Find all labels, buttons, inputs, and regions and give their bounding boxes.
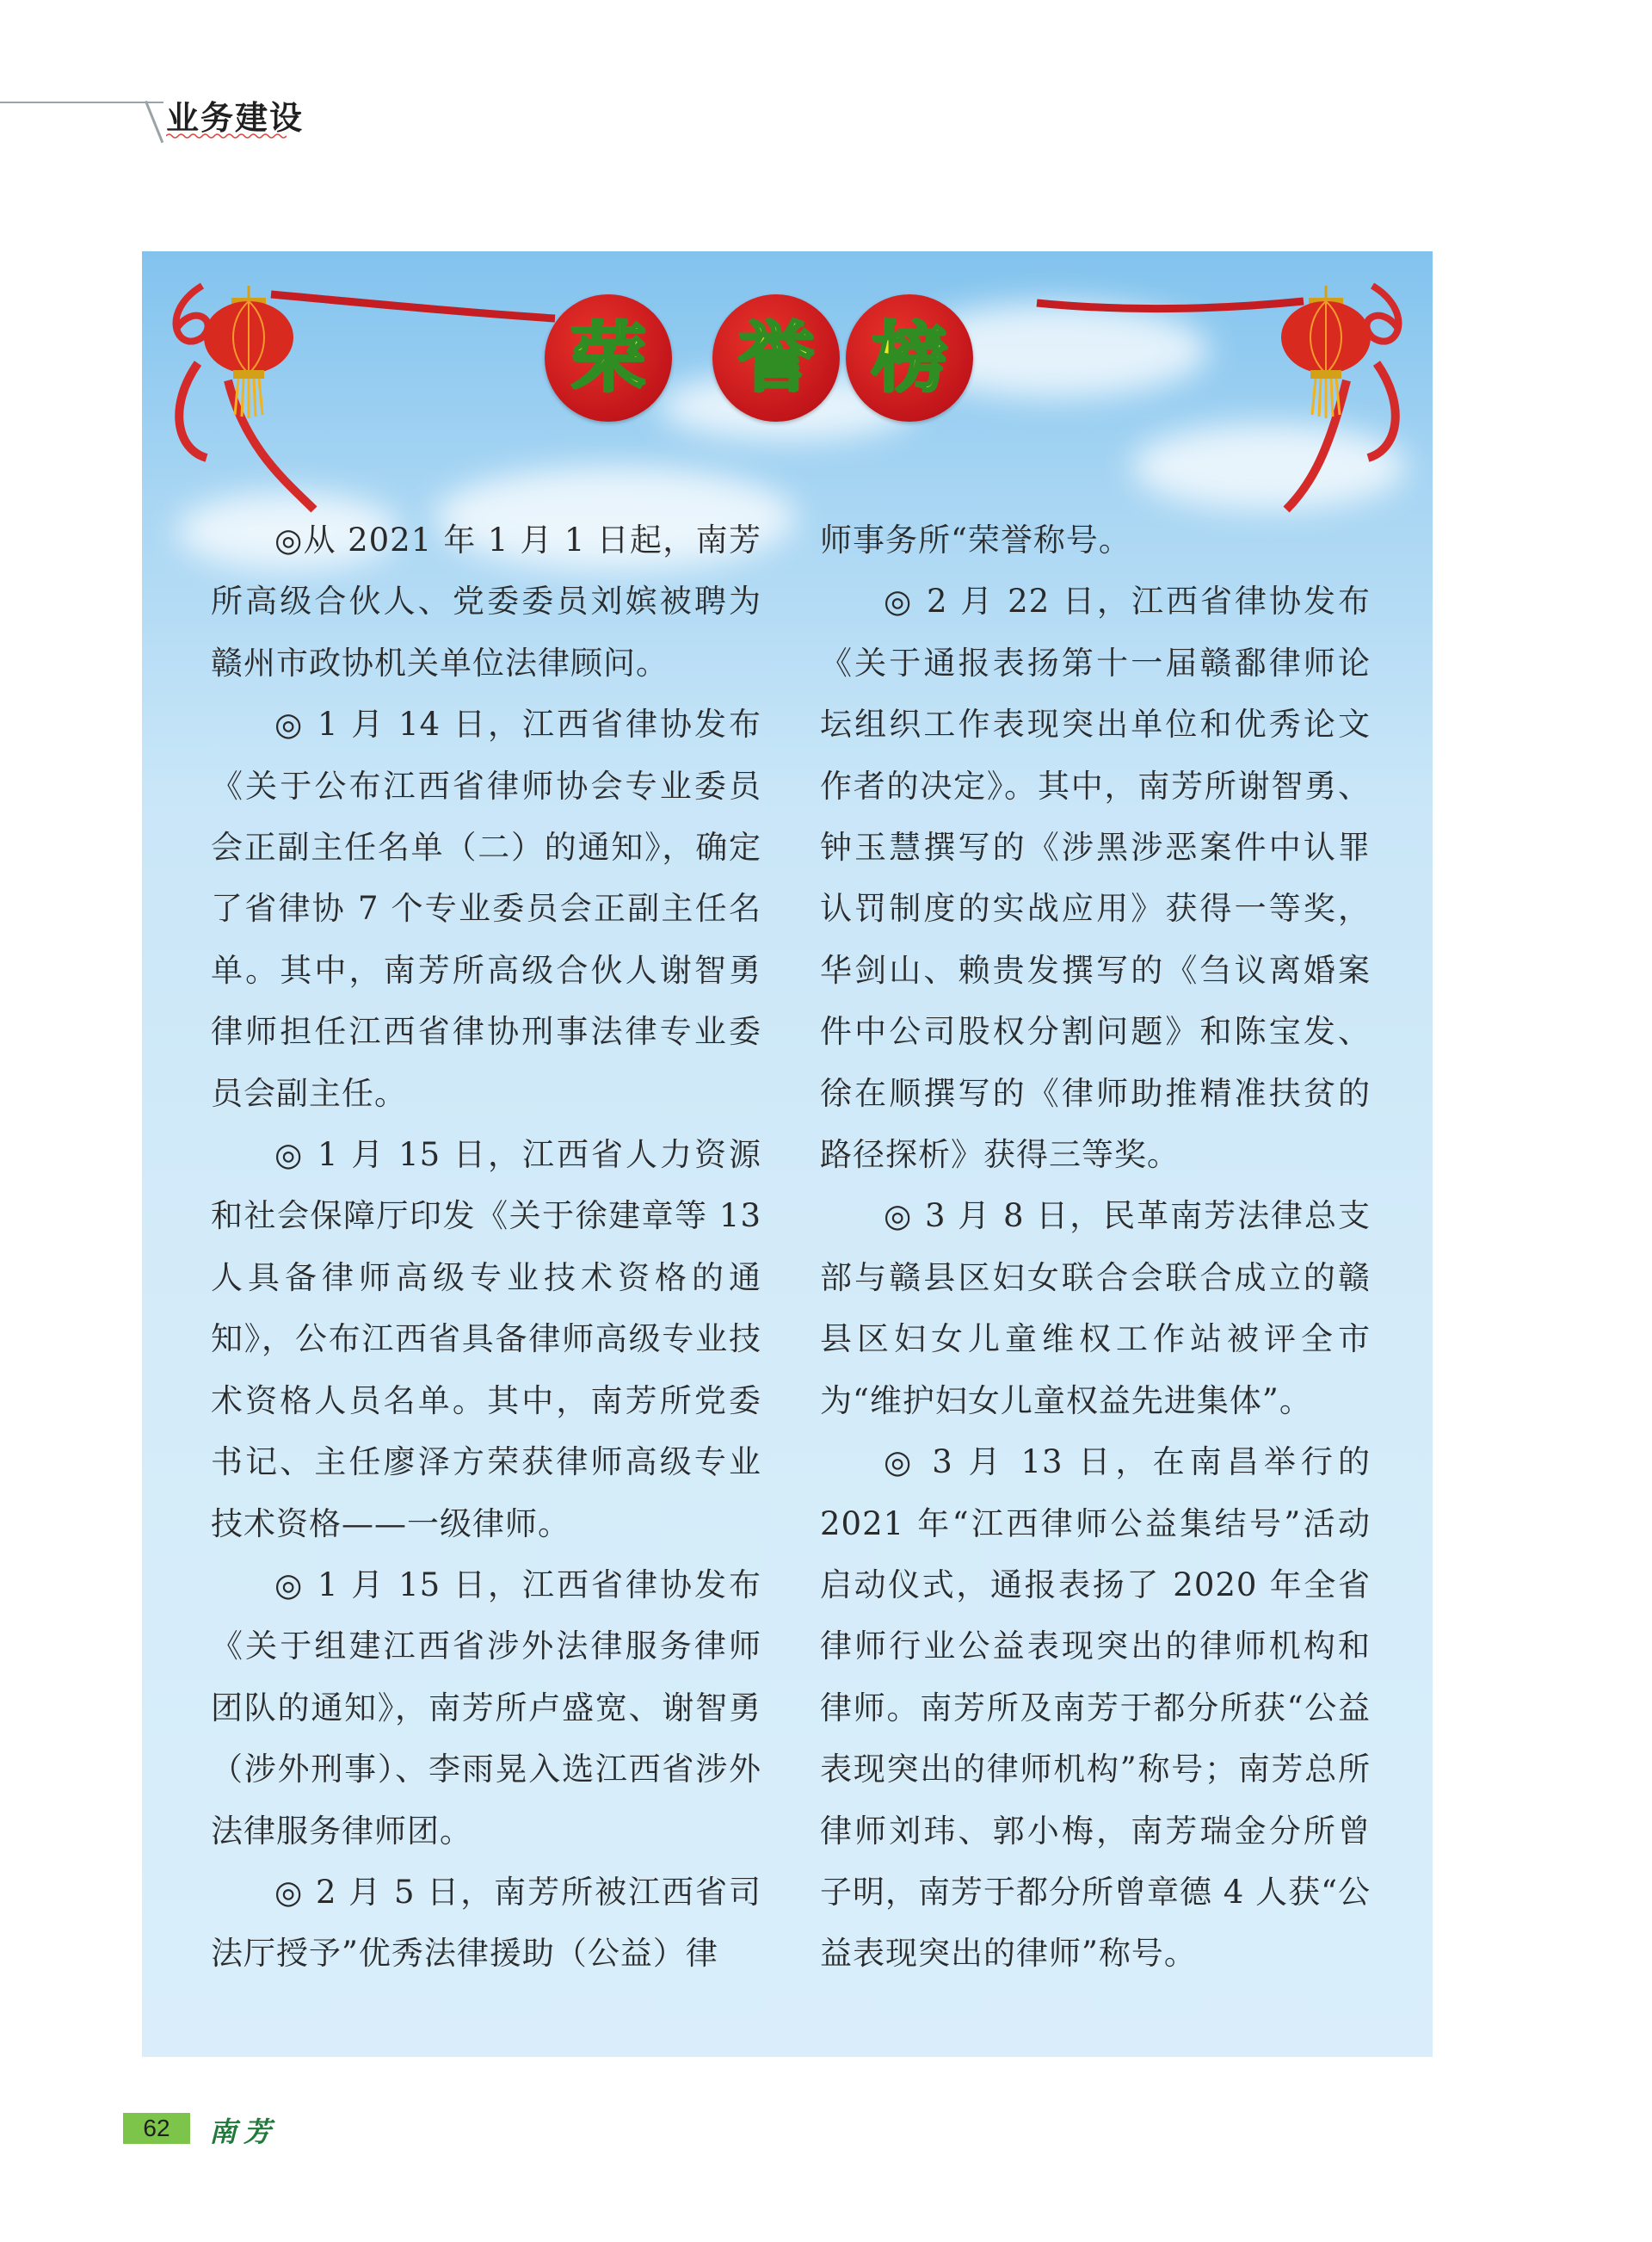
honor-item: ◎ 2 月 5 日，南芳所被江西省司法厅授予”优秀法律援助（公益）律 (211, 1873, 761, 1973)
section-title-underline (166, 133, 287, 139)
title-char-3: 榜 (871, 313, 947, 402)
honor-item: ◎ 2 月 22 日，江西省律协发布《关于通报表扬第十一届赣鄱律师论坛组织工作表现突出单位和优秀论文作者的决定》。其中，南芳所谢智勇、钟玉慧撰写的《涉黑涉恶案件中认罪认罚制度的实战应用》获得一等奖，华剑山、赖贵发撰写的《刍议离婚案件中公司股权分割问题》和陈宝发、徐在顺撰写的《律师助推精准扶贫的路径探析》获得三等奖。 (820, 583, 1371, 1174)
honor-item: ◎ 1 月 15 日，江西省人力资源和社会保障厅印发《关于徐建章等 13 人具备律师高级专业技术资格的通知》，公布江西省具备律师高级专业技术资格人员名单。其中，南芳所党委书记、主任廖泽方荣获律师高级专业技术资格——一级律师。 (211, 1136, 761, 1542)
title-badge-1 (545, 294, 672, 422)
title-badge-3 (846, 294, 973, 422)
page-number: 62 (123, 2113, 190, 2144)
section-title: 业务建设 (166, 99, 305, 137)
honor-item: ◎ 1 月 15 日，江西省律协发布《关于组建江西省涉外法律服务律师团队的通知》，南芳所卢盛宽、谢智勇（涉外刑事）、李雨晃入选江西省涉外法律服务律师团。 (211, 1566, 761, 1850)
honor-item: ◎从 2021 年 1 月 1 日起，南芳所高级合伙人、党委委员刘嫔被聘为赣州市政协机关单位法律顾问。 (211, 522, 761, 682)
honor-item-continuation: 师事务所“荣誉称号。 (820, 522, 1131, 559)
article-right-column (820, 510, 1371, 1985)
magazine-brand: 南芳 (209, 2115, 279, 2148)
header-rule (0, 102, 163, 103)
header-slant-rule (145, 101, 163, 143)
title-char-1: 荣 (570, 313, 646, 402)
honor-item: ◎ 3 月 13 日，在南昌举行的 2021 年“江西律师公益集结号”活动启动仪式，通报表扬了 2020 年全省律师行业公益表现突出的律师机构和律师。南芳所及南芳于都分所获“公益表现突出的律师机构”称号；南芳总所律师刘玮、郭小梅，南芳瑞金分所曾子明，南芳于都分所曾章德 4 人获“公益表现突出的律师”称号。 (820, 1443, 1371, 1973)
article-left-column (211, 510, 761, 1985)
honor-roll-panel (142, 251, 1433, 2057)
title-badge-2 (712, 294, 840, 422)
honor-item: ◎ 3 月 8 日，民革南芳法律总支部与赣县区妇女联合会联合成立的赣县区妇女儿童维权工作站被评全市为“维护妇女儿童权益先进集体”。 (820, 1197, 1371, 1419)
title-char-2: 誉 (737, 313, 814, 402)
honor-item: ◎ 1 月 14 日，江西省律协发布《关于公布江西省律师协会专业委员会正副主任名单（二）的通知》，确定了省律协 7 个专业委员会正副主任名单。其中，南芳所高级合伙人谢智勇律师担任江西省律协刑事法律专业委员会副主任。 (211, 706, 761, 1112)
